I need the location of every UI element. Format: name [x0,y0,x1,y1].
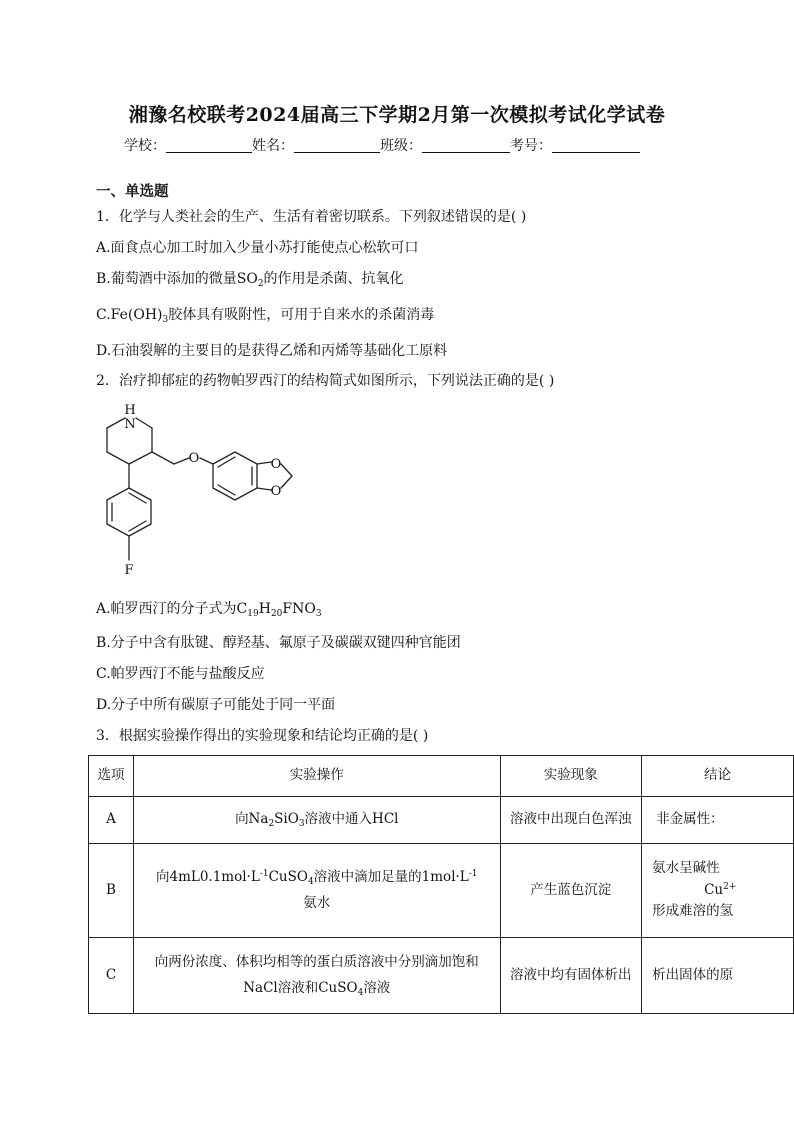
number-label: 考号： [510,138,552,154]
question-2-option-c: C.帕罗西汀不能与盐酸反应 [96,666,265,682]
hydrogen-label: H [124,403,136,418]
school-label: 学校： [124,138,166,154]
row-a-operation: 向$Na_2SiO_3$溶液中通入HCl [134,797,500,844]
question-1-stem: 1．化学与人类社会的生产、生活有着密切联系。下列叙述错误的是( ) [96,209,527,225]
row-b-operation: 向$4mL0.1mol\cdot L^{-1}CuSO_4$溶液中滴加足量的$1mol\cdot L^{-1}$ 氨水 [134,844,500,938]
table-row [89,938,794,1014]
header-phenomenon: 实验现象 [500,756,642,797]
row-b-phenomenon: 产生蓝色沉淀 [500,844,642,938]
class-label: 班级： [380,138,422,154]
header-option: 选项 [89,756,134,797]
row-c-phenomenon: 溶液中均有固体析出 [500,938,642,1014]
question-1-option-c: $C.Fe(OH)_3$胶体具有吸附性，可用于自来水的杀菌消毒 [96,307,435,325]
row-c-conclusion: 析出固体的原 [642,938,794,1014]
row-c-operation: 向两份浓度、体积均相等的蛋白质溶液中分别滴加饱和 NaCl溶液和CuSO$_4$溶液 [134,938,500,1014]
name-blank[interactable] [294,138,380,153]
paroxetine-structure-diagram [96,400,326,580]
row-a-phenomenon: 溶液中出现白色浑浊 [500,797,642,844]
student-info-line [124,135,640,155]
table-header-row [89,756,794,797]
name-label: 姓名： [252,138,294,154]
dioxole-oxygen-1-label: O [270,457,282,472]
question-1-option-d: D.石油裂解的主要目的是获得乙烯和丙烯等基础化工原料 [96,343,448,359]
exam-title: 湘豫名校联考2024届高三下学期2月第一次模拟考试化学试卷 [128,104,666,126]
table-row [89,844,794,938]
question-2-option-b: B.分子中含有肽键、醇羟基、氟原子及碳碳双键四种官能团 [96,635,461,651]
row-a-conclusion: 非金属性： [642,797,794,844]
nitrogen-label: N [124,417,136,432]
question-2-option-d: D.分子中所有碳原子可能处于同一平面 [96,697,336,713]
header-conclusion: 结论 [642,756,794,797]
question-2-option-a: A.帕罗西汀的分子式为$C_{19}H_{20}FNO_3$ [96,601,322,619]
class-blank[interactable] [422,138,510,153]
row-c-option: C [89,938,134,1014]
fluorine-label: F [124,563,134,578]
row-b-option: B [89,844,134,938]
number-blank[interactable] [552,138,640,153]
row-b-conclusion: 氨水呈碱性 $Cu^{2+}$ 形成难溶的氢 [642,844,794,938]
school-blank[interactable] [166,138,252,153]
header-operation: 实验操作 [134,756,500,797]
question-3-stem: 3．根据实验操作得出的实验现象和结论均正确的是( ) [96,728,429,744]
ether-oxygen-label: O [188,451,200,466]
question-2-stem: 2．治疗抑郁症的药物帕罗西汀的结构简式如图所示，下列说法正确的是( ) [96,373,555,389]
question-1-option-a: A.面食点心加工时加入少量小苏打能使点心松软可口 [96,240,419,256]
table-row [89,797,794,844]
experiment-table [88,755,794,1014]
section-heading: 一、单选题 [96,183,169,200]
question-1-option-b: B.葡萄酒中添加的微量$SO_2$的作用是杀菌、抗氧化 [96,271,404,289]
dioxole-oxygen-2-label: O [270,484,282,499]
row-a-option: A [89,797,134,844]
